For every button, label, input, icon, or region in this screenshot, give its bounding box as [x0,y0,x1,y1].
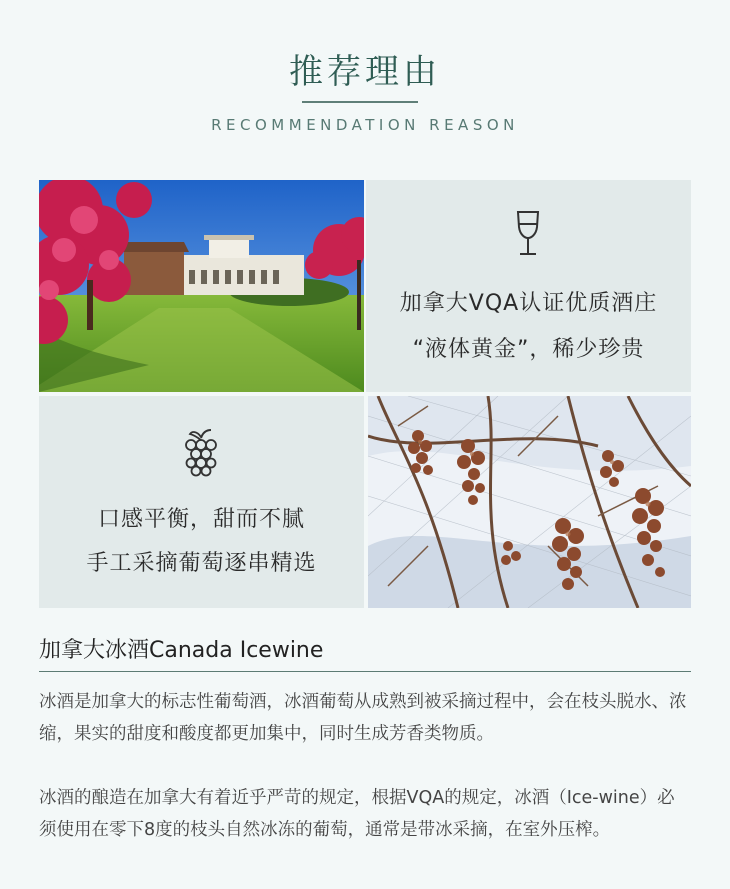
winery-line-2: “液体黄金”，稀少珍贵 [412,337,645,362]
taste-line-2: 手工采摘葡萄逐串精选 [86,551,317,576]
title-divider [302,101,418,103]
section-divider [39,671,691,672]
grapes-icon [183,428,219,482]
taste-line-1: 口感平衡，甜而不腻 [97,507,305,532]
section-title: 加拿大冰酒Canada Icewine [39,638,324,663]
frozen-grapes-photo [368,396,691,608]
wine-glass-icon [515,210,541,262]
regulation-paragraph: 冰酒的酿造在加拿大有着近乎严苛的规定，根据VQA的规定，冰酒（Ice-wine）必须使用在零下8度的枝头自然冰冻的葡萄，通常是带冰采摘，在室外压榨。 [39,788,675,840]
winery-feature-card [366,180,691,392]
intro-paragraph: 冰酒是加拿大的标志性葡萄酒，冰酒葡萄从成熟到被采摘过程中，会在枝头脱水、浓缩，果实的甜度和酸度都更加集中，同时生成芳香类物质。 [39,692,687,744]
page-title: 推荐理由 [289,52,441,92]
winery-photo [39,180,364,392]
taste-feature-card [39,396,364,608]
winery-line-1: 加拿大VQA认证优质酒庄 [399,291,658,316]
page-subtitle: RECOMMENDATION REASON [211,116,519,134]
